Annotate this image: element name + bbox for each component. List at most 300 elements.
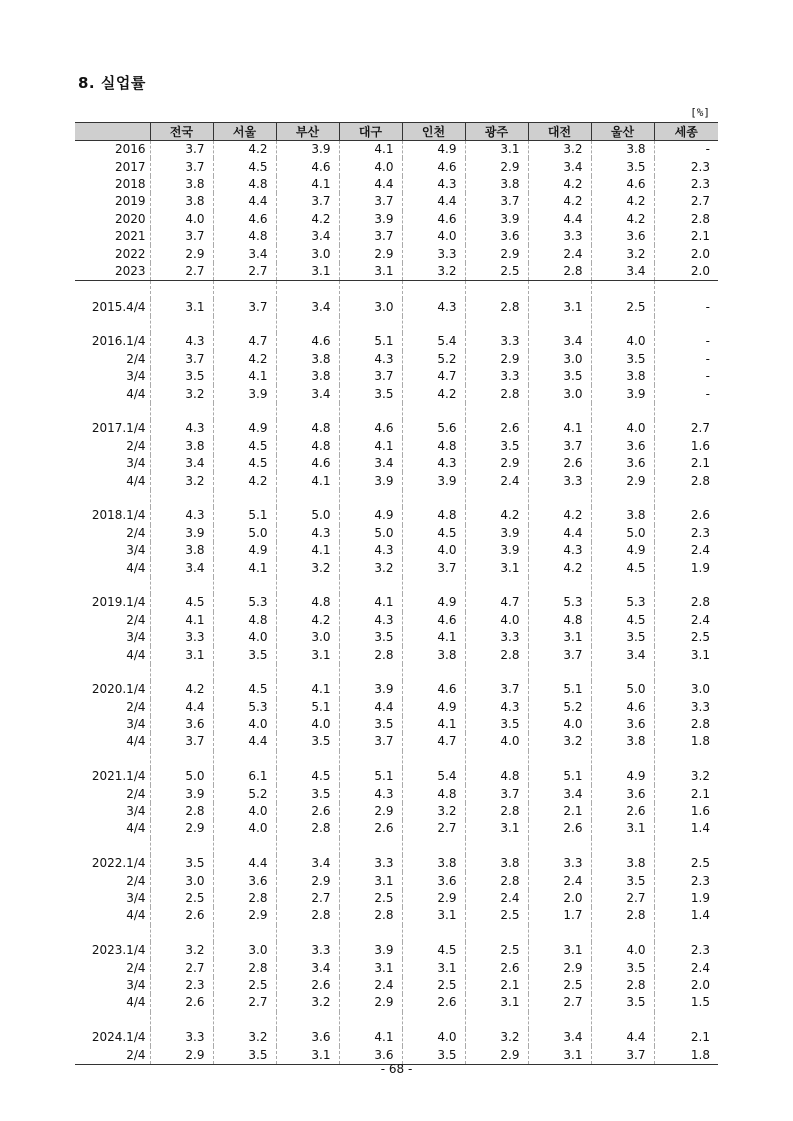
spacer-cell — [75, 1012, 150, 1029]
value-cell: 4.2 — [150, 681, 213, 698]
value-cell: 3.1 — [150, 646, 213, 663]
value-cell: 2.8 — [465, 646, 528, 663]
header-seoul: 서울 — [213, 123, 276, 141]
value-cell: 1.8 — [654, 1046, 718, 1064]
value-cell: 3.3 — [465, 629, 528, 646]
value-cell: 4.9 — [213, 542, 276, 559]
value-cell: 2.9 — [465, 245, 528, 262]
table-row — [75, 158, 718, 175]
unemployment-table — [75, 122, 718, 1065]
row-label: 4/4 — [126, 647, 146, 662]
value-cell: 3.9 — [591, 385, 654, 402]
spacer-cell — [402, 1012, 465, 1029]
table-row — [75, 228, 718, 245]
spacer-cell — [75, 925, 150, 942]
value-cell: 3.9 — [402, 472, 465, 489]
row-label: 4/4 — [126, 386, 146, 401]
value-cell: 1.5 — [654, 994, 718, 1011]
value-cell: 3.8 — [402, 855, 465, 872]
value-cell: 2.8 — [654, 472, 718, 489]
row-label: 2015.4/4 — [91, 299, 146, 314]
spacer-cell — [591, 1012, 654, 1029]
row-label: 3/4 — [126, 456, 146, 471]
spacer-cell — [276, 838, 339, 855]
value-cell: 2.9 — [150, 1046, 213, 1064]
value-cell: 3.7 — [339, 733, 402, 750]
value-cell: 4.3 — [276, 525, 339, 542]
value-cell: 3.1 — [528, 299, 591, 316]
spacer-cell — [339, 490, 402, 507]
spacer-cell — [213, 751, 276, 768]
value-cell: 3.3 — [465, 368, 528, 385]
value-cell: 2.6 — [339, 820, 402, 837]
table-row — [75, 193, 718, 210]
value-cell: 4.5 — [213, 158, 276, 175]
value-cell: 4.0 — [276, 716, 339, 733]
spacer-row — [75, 1012, 718, 1029]
value-cell: 2.6 — [528, 820, 591, 837]
value-cell: 3.2 — [213, 1029, 276, 1046]
spacer-cell — [276, 664, 339, 681]
header-national: 전국 — [150, 123, 213, 141]
spacer-cell — [339, 925, 402, 942]
value-cell: 2.9 — [465, 351, 528, 368]
value-cell: 2.5 — [465, 263, 528, 281]
value-cell: 3.2 — [591, 245, 654, 262]
table-row — [75, 351, 718, 368]
value-cell: 1.7 — [528, 907, 591, 924]
value-cell: 5.1 — [339, 768, 402, 785]
value-cell: 2.9 — [339, 994, 402, 1011]
value-cell: - — [654, 333, 718, 350]
value-cell: 3.5 — [150, 368, 213, 385]
row-label: 2023.1/4 — [91, 943, 146, 958]
value-cell: 3.3 — [654, 699, 718, 716]
value-cell: 2.1 — [654, 1029, 718, 1046]
table-header-row — [75, 123, 718, 141]
value-cell: 3.7 — [150, 733, 213, 750]
spacer-cell — [591, 664, 654, 681]
value-cell: 3.5 — [276, 733, 339, 750]
value-cell: 3.5 — [591, 959, 654, 976]
spacer-cell — [213, 1012, 276, 1029]
value-cell: 3.1 — [276, 646, 339, 663]
value-cell: 4.3 — [339, 612, 402, 629]
table-row — [75, 612, 718, 629]
value-cell: 3.6 — [591, 228, 654, 245]
value-cell: 4.1 — [213, 368, 276, 385]
spacer-cell — [528, 925, 591, 942]
spacer-cell — [150, 281, 213, 299]
row-label: 4/4 — [126, 821, 146, 836]
row-label: 3/4 — [126, 977, 146, 992]
value-cell: 4.4 — [339, 176, 402, 193]
value-cell: 4.6 — [213, 211, 276, 228]
row-label: 2019 — [114, 194, 146, 209]
value-cell: 4.0 — [213, 803, 276, 820]
value-cell: 3.9 — [465, 211, 528, 228]
value-cell: 5.1 — [528, 681, 591, 698]
value-cell: 3.4 — [213, 245, 276, 262]
value-cell: 2.4 — [654, 542, 718, 559]
value-cell: 3.2 — [339, 559, 402, 576]
value-cell: 3.2 — [465, 1029, 528, 1046]
value-cell: 4.5 — [213, 455, 276, 472]
value-cell: 5.1 — [213, 507, 276, 524]
value-cell: 3.7 — [591, 1046, 654, 1064]
row-label: 2/4 — [126, 786, 146, 801]
value-cell: 4.3 — [402, 299, 465, 316]
row-label: 2016.1/4 — [91, 334, 146, 349]
row-label: 2023 — [75, 263, 150, 281]
spacer-cell — [150, 490, 213, 507]
value-cell: 2.5 — [465, 942, 528, 959]
row-label: 4/4 — [126, 560, 146, 575]
value-cell: 3.6 — [591, 455, 654, 472]
page-title: 8. 실업률 — [78, 74, 146, 92]
spacer-row — [75, 925, 718, 942]
value-cell: 2.8 — [591, 977, 654, 994]
value-cell: 5.3 — [591, 594, 654, 611]
spacer-cell — [528, 577, 591, 594]
value-cell: 4.6 — [276, 333, 339, 350]
spacer-cell — [339, 838, 402, 855]
value-cell: 2.8 — [339, 907, 402, 924]
table-row — [75, 629, 718, 646]
spacer-cell — [75, 403, 150, 420]
spacer-cell — [276, 1012, 339, 1029]
value-cell: 4.1 — [276, 176, 339, 193]
spacer-cell — [528, 490, 591, 507]
value-cell: 4.2 — [528, 559, 591, 576]
value-cell: 2.5 — [654, 855, 718, 872]
value-cell: 5.6 — [402, 420, 465, 437]
value-cell: 2.8 — [150, 803, 213, 820]
row-label: 3/4 — [126, 717, 146, 732]
value-cell: 3.0 — [276, 245, 339, 262]
value-cell: 2.7 — [213, 263, 276, 281]
spacer-cell — [465, 490, 528, 507]
value-cell: 4.4 — [591, 1029, 654, 1046]
spacer-cell — [339, 316, 402, 333]
value-cell: 4.6 — [402, 612, 465, 629]
value-cell: 2.4 — [528, 872, 591, 889]
value-cell: 3.2 — [150, 472, 213, 489]
spacer-cell — [150, 664, 213, 681]
value-cell: 4.3 — [150, 507, 213, 524]
value-cell: 2.7 — [591, 890, 654, 907]
value-cell: 2.9 — [276, 872, 339, 889]
value-cell: 3.1 — [465, 820, 528, 837]
value-cell: 3.8 — [402, 646, 465, 663]
value-cell: 3.1 — [276, 263, 339, 281]
value-cell: 1.4 — [654, 820, 718, 837]
value-cell: 4.6 — [591, 176, 654, 193]
value-cell: 1.6 — [654, 803, 718, 820]
value-cell: 3.9 — [150, 525, 213, 542]
value-cell: 3.4 — [276, 228, 339, 245]
value-cell: 4.3 — [402, 455, 465, 472]
value-cell: 3.8 — [150, 193, 213, 210]
spacer-cell — [465, 925, 528, 942]
value-cell: 4.8 — [276, 420, 339, 437]
value-cell: 3.7 — [528, 438, 591, 455]
value-cell: - — [654, 299, 718, 316]
value-cell: 1.9 — [654, 890, 718, 907]
row-label: 2/4 — [126, 612, 146, 627]
table-row — [75, 211, 718, 228]
value-cell: 3.6 — [276, 1029, 339, 1046]
header-incheon: 인천 — [402, 123, 465, 141]
value-cell: 3.1 — [276, 1046, 339, 1064]
value-cell: 3.1 — [465, 559, 528, 576]
value-cell: 2.9 — [213, 907, 276, 924]
value-cell: 2.3 — [654, 525, 718, 542]
value-cell: 3.6 — [465, 228, 528, 245]
value-cell: 2.4 — [654, 959, 718, 976]
spacer-cell — [465, 751, 528, 768]
value-cell: 4.2 — [213, 141, 276, 159]
value-cell: 3.7 — [276, 193, 339, 210]
spacer-row — [75, 403, 718, 420]
value-cell: 4.2 — [591, 211, 654, 228]
spacer-cell — [75, 316, 150, 333]
table-row — [75, 559, 718, 576]
row-label: 3/4 — [126, 543, 146, 558]
spacer-cell — [402, 316, 465, 333]
value-cell: 1.6 — [654, 438, 718, 455]
spacer-cell — [528, 1012, 591, 1029]
spacer-cell — [339, 281, 402, 299]
row-label: 2024.1/4 — [91, 1030, 146, 1045]
value-cell: 2.1 — [465, 977, 528, 994]
value-cell: 2.6 — [150, 907, 213, 924]
value-cell: 2.7 — [276, 890, 339, 907]
value-cell: 4.2 — [528, 193, 591, 210]
table-body — [75, 141, 718, 1065]
spacer-cell — [465, 403, 528, 420]
value-cell: 4.5 — [402, 525, 465, 542]
spacer-cell — [654, 925, 718, 942]
value-cell: 3.9 — [339, 681, 402, 698]
value-cell: 4.0 — [591, 333, 654, 350]
value-cell: 3.5 — [591, 351, 654, 368]
value-cell: 5.1 — [339, 333, 402, 350]
value-cell: 2.5 — [528, 977, 591, 994]
value-cell: 4.2 — [213, 472, 276, 489]
value-cell: 3.4 — [339, 455, 402, 472]
spacer-cell — [276, 281, 339, 299]
value-cell: 5.2 — [402, 351, 465, 368]
value-cell: 3.1 — [528, 1046, 591, 1064]
value-cell: 3.3 — [150, 629, 213, 646]
value-cell: 4.1 — [213, 559, 276, 576]
value-cell: 4.3 — [150, 333, 213, 350]
spacer-cell — [465, 664, 528, 681]
value-cell: 2.4 — [654, 612, 718, 629]
value-cell: 3.8 — [465, 176, 528, 193]
value-cell: 2.6 — [654, 507, 718, 524]
value-cell: 4.6 — [591, 699, 654, 716]
value-cell: 3.6 — [402, 872, 465, 889]
row-label: 2019.1/4 — [91, 595, 146, 610]
value-cell: 3.8 — [591, 507, 654, 524]
value-cell: 2.7 — [213, 994, 276, 1011]
value-cell: 2.8 — [654, 594, 718, 611]
spacer-cell — [591, 490, 654, 507]
value-cell: 4.0 — [213, 629, 276, 646]
table-row — [75, 176, 718, 193]
spacer-cell — [213, 316, 276, 333]
row-label: 2022.1/4 — [91, 856, 146, 871]
row-label: 2/4 — [126, 438, 146, 453]
value-cell: 4.9 — [402, 141, 465, 159]
value-cell: 3.5 — [150, 855, 213, 872]
value-cell: 5.1 — [528, 768, 591, 785]
spacer-cell — [75, 751, 150, 768]
value-cell: 3.4 — [528, 333, 591, 350]
value-cell: 2.8 — [465, 803, 528, 820]
value-cell: 3.7 — [465, 681, 528, 698]
spacer-cell — [528, 751, 591, 768]
value-cell: 3.3 — [150, 1029, 213, 1046]
value-cell: 3.3 — [402, 245, 465, 262]
value-cell: 4.0 — [402, 228, 465, 245]
table-row — [75, 472, 718, 489]
table-row — [75, 768, 718, 785]
table-row — [75, 699, 718, 716]
value-cell: 3.2 — [150, 385, 213, 402]
spacer-cell — [528, 316, 591, 333]
value-cell: 4.1 — [339, 141, 402, 159]
value-cell: 2.1 — [654, 228, 718, 245]
value-cell: 4.5 — [402, 942, 465, 959]
value-cell: 4.4 — [213, 855, 276, 872]
value-cell: 3.1 — [465, 994, 528, 1011]
value-cell: 4.5 — [591, 612, 654, 629]
value-cell: 2.1 — [528, 803, 591, 820]
value-cell: 2.4 — [465, 890, 528, 907]
value-cell: 5.4 — [402, 333, 465, 350]
value-cell: 5.0 — [591, 525, 654, 542]
table-row — [75, 716, 718, 733]
row-label: 3/4 — [126, 369, 146, 384]
value-cell: 3.5 — [213, 646, 276, 663]
value-cell: 2.3 — [654, 176, 718, 193]
value-cell: 4.0 — [339, 158, 402, 175]
value-cell: 4.2 — [402, 385, 465, 402]
spacer-cell — [654, 577, 718, 594]
value-cell: 3.1 — [402, 959, 465, 976]
spacer-cell — [276, 751, 339, 768]
value-cell: 4.2 — [528, 176, 591, 193]
value-cell: 4.1 — [339, 438, 402, 455]
value-cell: 3.4 — [276, 855, 339, 872]
value-cell: 4.2 — [465, 507, 528, 524]
value-cell: 3.2 — [528, 141, 591, 159]
table-row — [75, 890, 718, 907]
value-cell: 2.5 — [150, 890, 213, 907]
value-cell: 2.7 — [654, 193, 718, 210]
table-row — [75, 245, 718, 262]
value-cell: 2.7 — [150, 263, 213, 281]
row-label: 2/4 — [75, 1046, 150, 1064]
table-row — [75, 803, 718, 820]
value-cell: 5.0 — [276, 507, 339, 524]
value-cell: 5.4 — [402, 768, 465, 785]
spacer-cell — [339, 403, 402, 420]
table-row — [75, 438, 718, 455]
value-cell: 3.7 — [528, 646, 591, 663]
value-cell: 4.5 — [213, 438, 276, 455]
value-cell: 3.4 — [528, 1029, 591, 1046]
row-label: 3/4 — [126, 630, 146, 645]
value-cell: 2.8 — [213, 959, 276, 976]
spacer-cell — [465, 1012, 528, 1029]
spacer-row — [75, 316, 718, 333]
value-cell: 4.8 — [276, 438, 339, 455]
value-cell: 3.0 — [654, 681, 718, 698]
value-cell: 5.0 — [213, 525, 276, 542]
value-cell: 2.6 — [465, 959, 528, 976]
spacer-cell — [654, 1012, 718, 1029]
spacer-cell — [276, 403, 339, 420]
value-cell: 4.0 — [465, 733, 528, 750]
row-label: 2020.1/4 — [91, 682, 146, 697]
table-row — [75, 263, 718, 281]
value-cell: 3.8 — [465, 855, 528, 872]
value-cell: 4.9 — [402, 699, 465, 716]
value-cell: 3.5 — [591, 629, 654, 646]
value-cell: 3.4 — [528, 785, 591, 802]
value-cell: 4.6 — [402, 158, 465, 175]
value-cell: 3.7 — [339, 228, 402, 245]
row-label: 4/4 — [126, 734, 146, 749]
value-cell: 4.3 — [150, 420, 213, 437]
value-cell: 3.1 — [339, 959, 402, 976]
value-cell: 3.4 — [150, 455, 213, 472]
value-cell: 3.5 — [465, 438, 528, 455]
value-cell: 2.3 — [654, 872, 718, 889]
row-label: 4/4 — [126, 995, 146, 1010]
value-cell: 2.8 — [465, 299, 528, 316]
value-cell: 3.5 — [591, 158, 654, 175]
value-cell: 3.7 — [150, 158, 213, 175]
value-cell: 3.4 — [276, 385, 339, 402]
spacer-row — [75, 664, 718, 681]
value-cell: 3.8 — [150, 176, 213, 193]
value-cell: 3.0 — [150, 872, 213, 889]
table-row — [75, 542, 718, 559]
value-cell: 3.8 — [591, 733, 654, 750]
value-cell: 2.5 — [654, 629, 718, 646]
spacer-cell — [591, 925, 654, 942]
spacer-cell — [402, 664, 465, 681]
value-cell: 3.5 — [465, 716, 528, 733]
spacer-cell — [402, 281, 465, 299]
spacer-cell — [75, 838, 150, 855]
value-cell: 4.1 — [150, 612, 213, 629]
value-cell: 4.8 — [528, 612, 591, 629]
spacer-row — [75, 751, 718, 768]
value-cell: 2.6 — [591, 803, 654, 820]
value-cell: 4.1 — [276, 542, 339, 559]
value-cell: 2.8 — [591, 907, 654, 924]
value-cell: 3.1 — [150, 299, 213, 316]
row-label: 2018 — [114, 176, 146, 191]
value-cell: 3.5 — [276, 785, 339, 802]
value-cell: 3.7 — [339, 193, 402, 210]
